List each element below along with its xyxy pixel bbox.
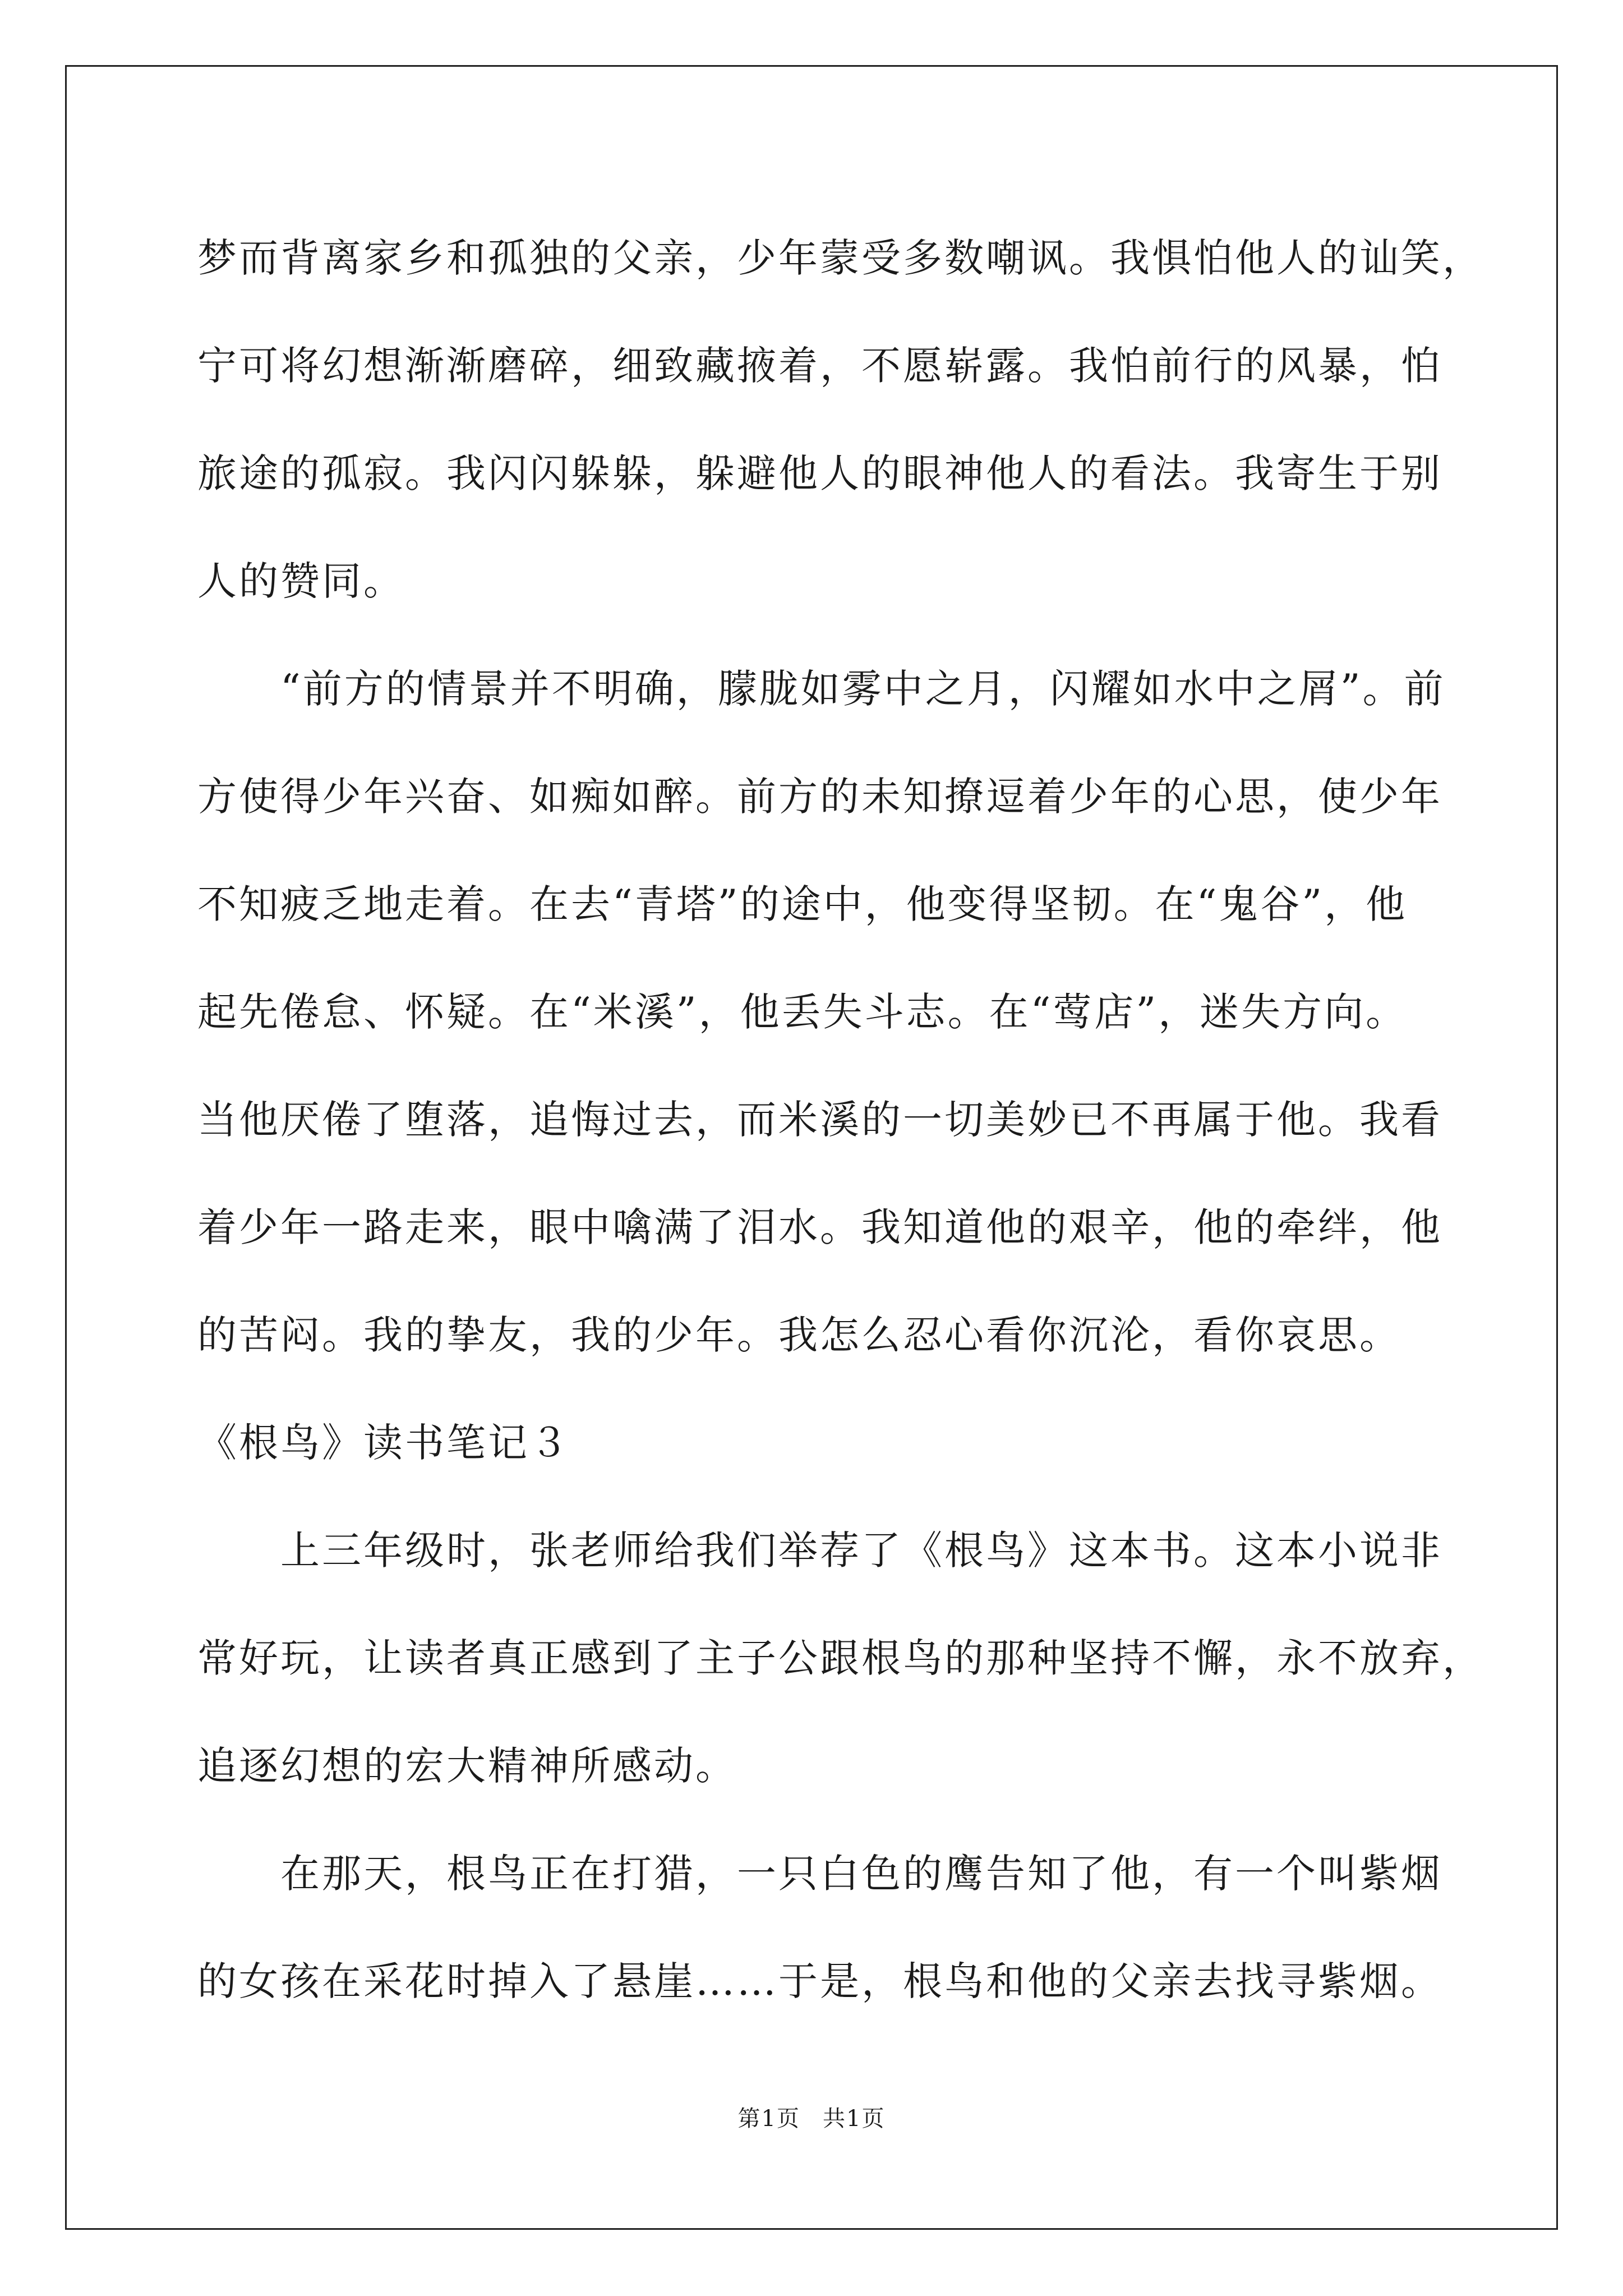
text-line: 的女孩在采花时掉入了悬崖……于是，根鸟和他的父亲去找寻紫烟。 [197,1958,1442,2004]
text-line: 方使得少年兴奋、如痴如醉。前方的未知撩逗着少年的心思，使少年 [197,774,1442,820]
text-line: “前方的情景并不明确，朦胧如雾中之月，闪耀如水中之屑”。前 [280,666,1446,712]
text-line: 当他厌倦了堕落，追悔过去，而米溪的一切美妙已不再属于他。我看 [197,1097,1442,1143]
text-line: 追逐幻想的宏大精神所感动。 [197,1743,737,1789]
section-heading: 《根鸟》读书笔记３ [197,1420,571,1466]
text-line: 梦而背离家乡和孤独的父亲，少年蒙受多数嘲讽。我惧怕他人的讪笑， [197,235,1484,281]
page-footer [0,2101,1623,2133]
text-line: 着少年一路走来，眼中噙满了泪水。我知道他的艰辛，他的牵绊，他 [197,1204,1442,1250]
text-line: 上三年级时，张老师给我们举荐了《根鸟》这本书。这本小说非 [280,1527,1442,1573]
text-line: 的苦闷。我的挚友，我的少年。我怎么忍心看你沉沦，看你哀思。 [197,1312,1401,1358]
document-body [197,204,1484,2035]
text-line: 人的赞同。 [197,558,405,604]
text-line: 宁可将幻想渐渐磨碎，细致藏掖着，不愿崭露。我怕前行的风暴，怕 [197,343,1442,389]
page-number-total: 共1页 [823,2106,886,2132]
text-line: 常好玩，让读者真正感到了主子公跟根鸟的那种坚持不懈，永不放弃， [197,1635,1484,1681]
text-line: 旅途的孤寂。我闪闪躲躲，躲避他人的眼神他人的看法。我寄生于别 [197,450,1442,496]
text-line: 在那天，根鸟正在打猎，一只白色的鹰告知了他，有一个叫紫烟 [280,1851,1442,1897]
page-number-current: 第1页 [737,2106,800,2132]
text-line: 起先倦怠、怀疑。在“米溪”，他丢失斗志。在“莺店”，迷失方向。 [197,989,1408,1035]
text-line: 不知疲乏地走着。在去“青塔”的途中，他变得坚韧。在“鬼谷”，他 [197,881,1408,927]
